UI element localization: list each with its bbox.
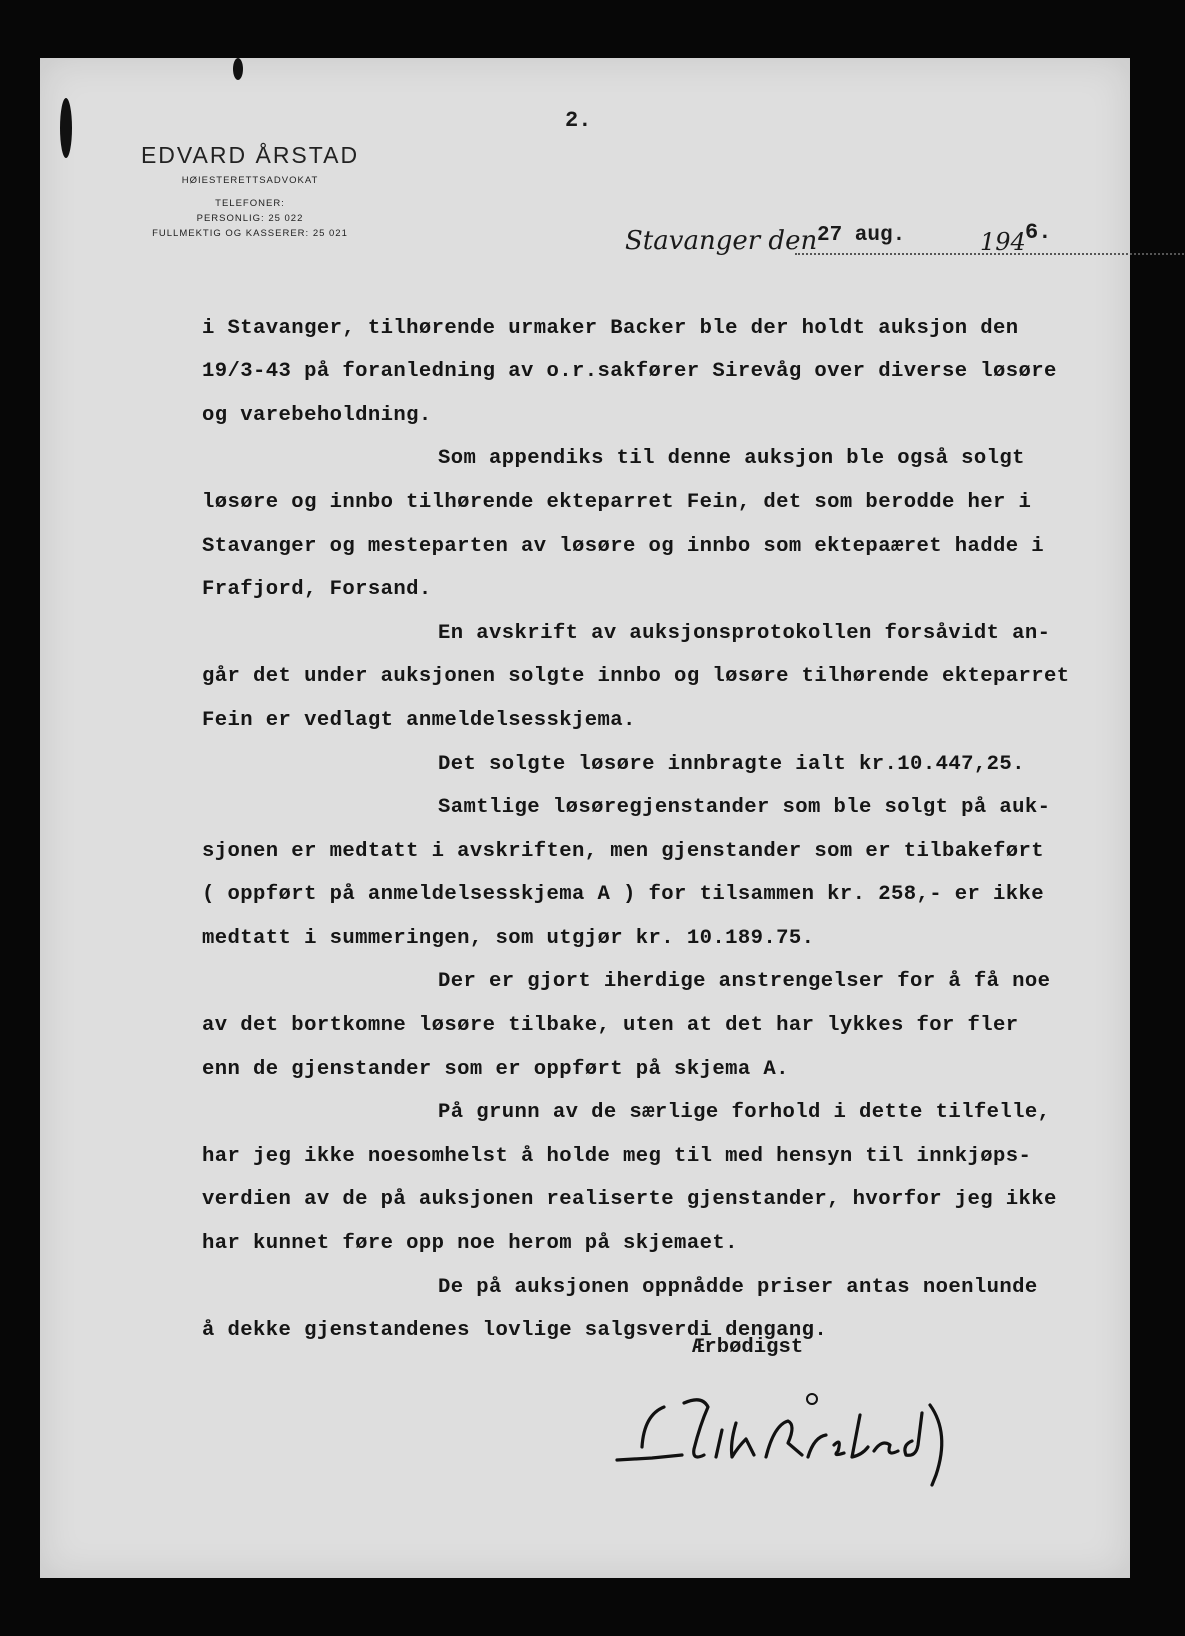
body-line: De på auksjonen oppnådde priser antas noenlunde: [438, 1276, 1038, 1299]
body-line: løsøre og innbo tilhørende ekteparret Fein, det som berodde her i: [202, 491, 1032, 514]
date-day: 27 aug.: [817, 224, 906, 247]
ink-blot: [60, 98, 72, 158]
body-line: Samtlige løsøregjenstander som ble solgt på auk-: [438, 796, 1051, 819]
body-line: enn de gjenstander som er oppført på skjema A.: [202, 1058, 789, 1081]
signature-image: [612, 1385, 972, 1495]
body-line: ( oppført på anmeldelsesskjema A ) for tilsammen kr. 258,- er ikke: [202, 883, 1045, 906]
body-line: På grunn av de særlige forhold i dette tilfelle,: [438, 1101, 1051, 1124]
body-line: å dekke gjenstandenes lovlige salgsverdi dengang.: [202, 1319, 828, 1342]
body-line: Det solgte løsøre innbragte ialt kr.10.447,25.: [438, 753, 1025, 776]
letterhead-phone-personal: PERSONLIG: 25 022: [196, 213, 304, 224]
body-line: går det under auksjonen solgte innbo og løsøre tilhørende ekteparret: [202, 665, 1070, 688]
letterhead-title: HØIESTERETTSADVOKAT: [181, 175, 319, 186]
letterhead-phones-label: TELEFONER:: [215, 198, 285, 209]
body-line: Der er gjort iherdige anstrengelser for å få noe: [438, 970, 1051, 993]
body-line: har jeg ikke noesomhelst å holde meg til med hensyn til innkjøps-: [202, 1145, 1032, 1168]
body-line: 19/3-43 på foranledning av o.r.sakfører Sirevåg over diverse løsøre: [202, 360, 1057, 383]
body-line: i Stavanger, tilhørende urmaker Backer ble der holdt auksjon den: [202, 317, 1019, 340]
body-line: Som appendiks til denne auksjon ble også solgt: [438, 447, 1025, 470]
body-line: En avskrift av auksjonsprotokollen forsåvidt an-: [438, 622, 1051, 645]
date-place: Stavanger den: [625, 226, 818, 256]
body-line: Fein er vedlagt anmeldelsesskjema.: [202, 709, 636, 732]
closing: Ærbødigst: [692, 1336, 804, 1359]
date-year-suffix: 6.: [1025, 220, 1052, 245]
letterhead-phone-clerk: FULLMEKTIG OG KASSERER: 25 021: [152, 228, 348, 239]
body-line: har kunnet føre opp noe herom på skjemaet.: [202, 1232, 738, 1255]
page-number: 2.: [565, 108, 592, 133]
body-line: og varebeholdning.: [202, 404, 432, 427]
body-line: medtatt i summeringen, som utgjør kr. 10.189.75.: [202, 927, 815, 950]
letterhead: [120, 142, 380, 239]
body-line: av det bortkomne løsøre tilbake, uten at det har lykkes for fler: [202, 1014, 1019, 1037]
letterhead-name: EDVARD ÅRSTAD: [140, 142, 360, 168]
body-line: Frafjord, Forsand.: [202, 578, 432, 601]
ink-blot: [233, 58, 243, 80]
body-line: sjonen er medtatt i avskriften, men gjenstander som er tilbakeført: [202, 840, 1045, 863]
date-year-prefix: 194: [980, 228, 1026, 256]
dateline: [625, 220, 1085, 260]
body-line: Stavanger og mesteparten av løsøre og innbo som ektepaæret hadde i: [202, 535, 1045, 558]
body-line: verdien av de på auksjonen realiserte gjenstander, hvorfor jeg ikke: [202, 1188, 1057, 1211]
